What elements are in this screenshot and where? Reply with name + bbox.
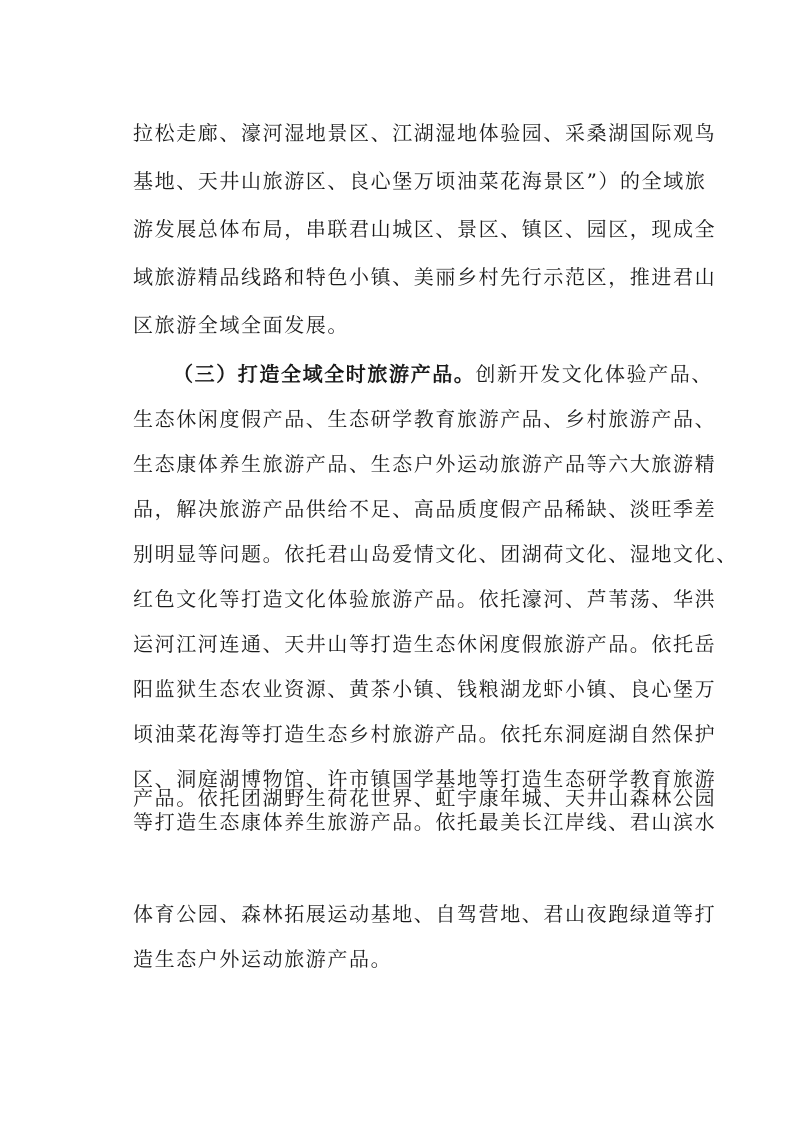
text-line-8: 生态康体养生旅游产品、生态户外运动旅游产品等六大旅游精 xyxy=(133,452,717,476)
text-line-2: 基地、天井山旅游区、良心堡万顷油菜花海景区”）的全域旅 xyxy=(133,169,707,193)
paragraph-3-first-line xyxy=(173,354,714,394)
text-line-16: 产品。依托团湖野生荷花世界、虹宇康年城、天井山森林公园 xyxy=(133,786,717,810)
text-line-12: 运河江河连通、天井山等打造生态休闲度假旅游产品。依托岳 xyxy=(133,632,717,656)
text-line-19: 造生态户外运动旅游产品。 xyxy=(133,947,393,971)
text-line-4: 域旅游精品线路和特色小镇、美丽乡村先行示范区，推进君山 xyxy=(133,265,717,289)
text-line-5: 区旅游全域全面发展。 xyxy=(133,313,349,337)
text-line-9: 品，解决旅游产品供给不足、高品质度假产品稀缺、淡旺季差 xyxy=(133,497,717,521)
text-line-1: 拉松走廊、濠河湿地景区、江湖湿地体验园、采桑湖国际观鸟 xyxy=(133,121,717,145)
text-line-17: 等打造生态康体养生旅游产品。依托最美长江岸线、君山滨水 xyxy=(133,810,717,834)
paragraph-3-heading: （三）打造全域全时旅游产品。 xyxy=(173,362,476,386)
text-line-7: 生态休闲度假产品、生态研学教育旅游产品、乡村旅游产品、 xyxy=(133,407,717,431)
text-line-14: 顷油菜花海等打造生态乡村旅游产品。依托东洞庭湖自然保护 xyxy=(133,722,717,746)
text-line-15: 区、洞庭湖博物馆、许市镇国学基地等打造生态研学教育旅游 xyxy=(133,767,717,791)
text-line-3: 游发展总体布局，串联君山城区、景区、镇区、园区，现成全 xyxy=(133,217,717,241)
text-line-10: 别明显等问题。依托君山岛爱情文化、团湖荷文化、湿地文化、 xyxy=(133,542,738,566)
text-line-11: 红色文化等打造文化体验旅游产品。依托濠河、芦苇荡、华洪 xyxy=(133,587,717,611)
text-line-13: 阳监狱生态农业资源、黄茶小镇、钱粮湖龙虾小镇、良心堡万 xyxy=(133,677,717,701)
text-line-18: 体育公园、森林拓展运动基地、自驾营地、君山夜跑绿道等打 xyxy=(133,902,717,926)
paragraph-3-lead-text: 创新开发文化体验产品、 xyxy=(475,362,714,386)
